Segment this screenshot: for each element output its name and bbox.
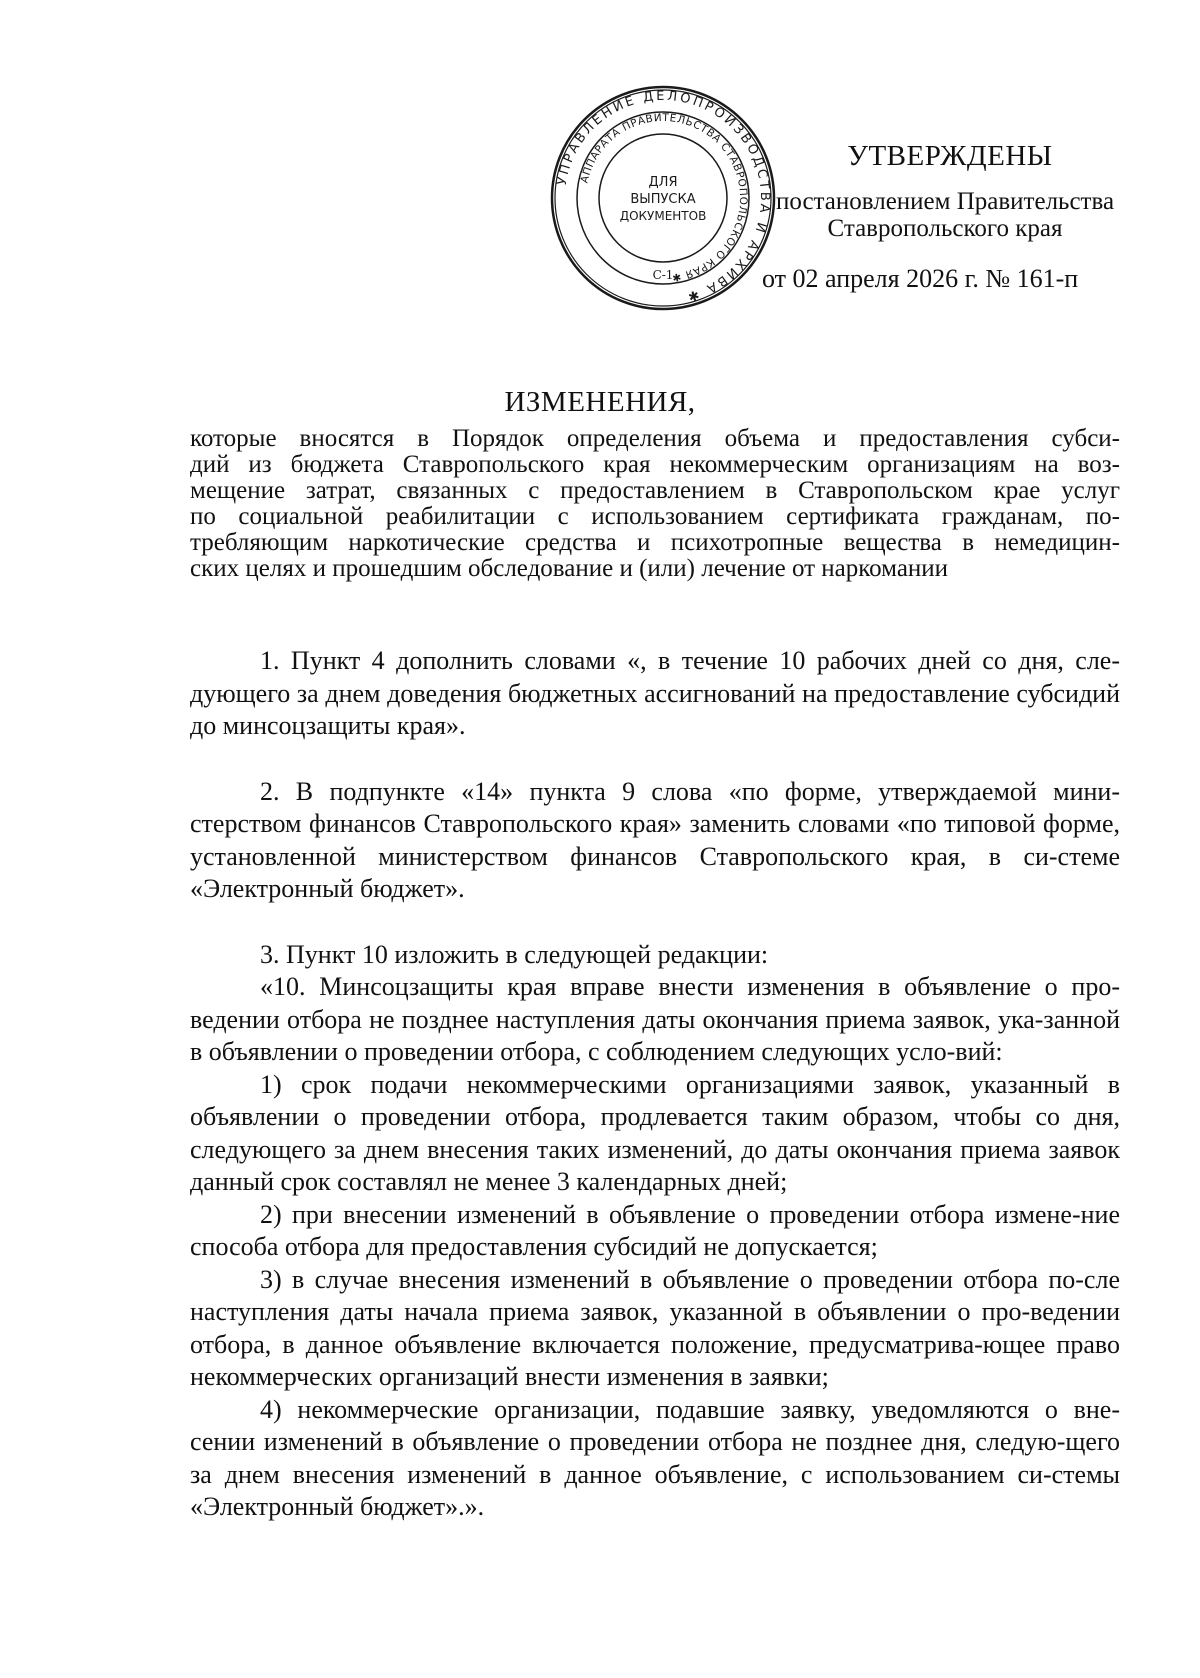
document-body	[190, 645, 1120, 1524]
svg-text:УПРАВЛЕНИЕ ДЕЛОПРОИЗВОДСТВА И: УПРАВЛЕНИЕ ДЕЛОПРОИЗВОДСТВА И АРХИВА ✱	[554, 88, 773, 305]
approval-line-1: постановлением Правительства	[775, 188, 1115, 215]
stamp-graphic	[548, 83, 778, 313]
paragraph-2: 2. В подпункте «14» пункта 9 слова «по форме, утверждаемой мини-стерством финансов Ставропольского края» заменить словами «по типовой форме, установленной министерством финансов Ставропольского края, в си-стеме «Электронный бюджет».	[190, 776, 1120, 903]
paragraph-1: 1. Пункт 4 дополнить словами «, в течение 10 рабочих дней со дня, сле-дующего за днем доведения бюджетных ассигнований на предоставление субсидий до минсоцзащиты края».	[190, 646, 1120, 740]
approval-title: УТВЕРЖДЕНЫ	[847, 140, 1053, 172]
subtitle-line: дий из бюджета Ставропольского края некоммерческим организациям на воз-	[190, 451, 1120, 478]
paragraph-3-item-4: 4) некоммерческие организации, подавшие заявку, уведомляются о вне-сении изменений в объявление о проведении отбора не позднее дня, следую-щего за днем внесения изменений в данное объявление, с использованием си-стемы «Электронный бюджет».».	[190, 1394, 1120, 1521]
paragraph-3-clause-10: «10. Минсоцзащиты края вправе внести изменения в объявление о про-ведении отбора не позднее наступления даты окончания приема заявок, ука-занной в объявлении о проведении отбора, с соблюдением следующих усло-вий:	[190, 972, 1120, 1066]
paragraph-3-item-1: 1) срок подачи некоммерческими организациями заявок, указанный в объявлении о проведении отбора, продлевается таким образом, чтобы со дня, следующего за днем внесения таких изменений, до даты окончания приема заявок данный срок составлял не менее 3 календарных дней;	[190, 1069, 1120, 1196]
approval-line-2: Ставропольского края	[827, 215, 1063, 242]
subtitle-line: ских целях и прошедшим обследование и (или) лечение от наркомании	[190, 555, 949, 582]
svg-text:ВЫПУСКА: ВЫПУСКА	[630, 192, 696, 207]
official-stamp	[548, 83, 778, 313]
approval-block	[750, 138, 1140, 242]
paragraph-3: 3. Пункт 10 изложить в следующей редакции:	[260, 939, 769, 969]
subtitle-line: требляющим наркотические средства и психотропные вещества в немедицин-	[190, 529, 1120, 556]
paragraph-3-item-2: 2) при внесении изменений в объявление о проведении отбора измене-ние способа отбора для предоставления субсидий не допускается;	[190, 1199, 1120, 1261]
subtitle-line: которые вносятся в Порядок определения объема и предоставления субси-	[190, 425, 1120, 452]
document-heading: ИЗМЕНЕНИЯ,	[504, 386, 696, 418]
svg-text:С-1: С-1	[652, 268, 674, 282]
paragraph-3-item-3: 3) в случае внесения изменений в объявление о проведении отбора по-сле наступления даты начала приема заявок, указанной в объявлении о про-ведении отбора, в данное объявление включается положение, предусматрива-ющее право некоммерческих организаций внести изменения в заявки;	[190, 1264, 1120, 1391]
svg-text:ДОКУМЕНТОВ: ДОКУМЕНТОВ	[619, 209, 707, 223]
svg-text:АППАРАТА ПРАВИТЕЛЬСТВА СТАВРОП: АППАРАТА ПРАВИТЕЛЬСТВА СТАВРОПОЛЬСКОГО КРАЯ ✱	[578, 111, 750, 284]
document-subtitle	[190, 426, 1120, 582]
approval-date: от 02 апреля 2026 г. № 161-п	[762, 264, 1079, 293]
subtitle-line: по социальной реабилитации с использованием сертификата гражданам, по-	[190, 503, 1120, 530]
subtitle-line: мещение затрат, связанных с предоставлением в Ставропольском крае услуг	[190, 477, 1120, 504]
svg-text:ДЛЯ: ДЛЯ	[648, 175, 678, 190]
